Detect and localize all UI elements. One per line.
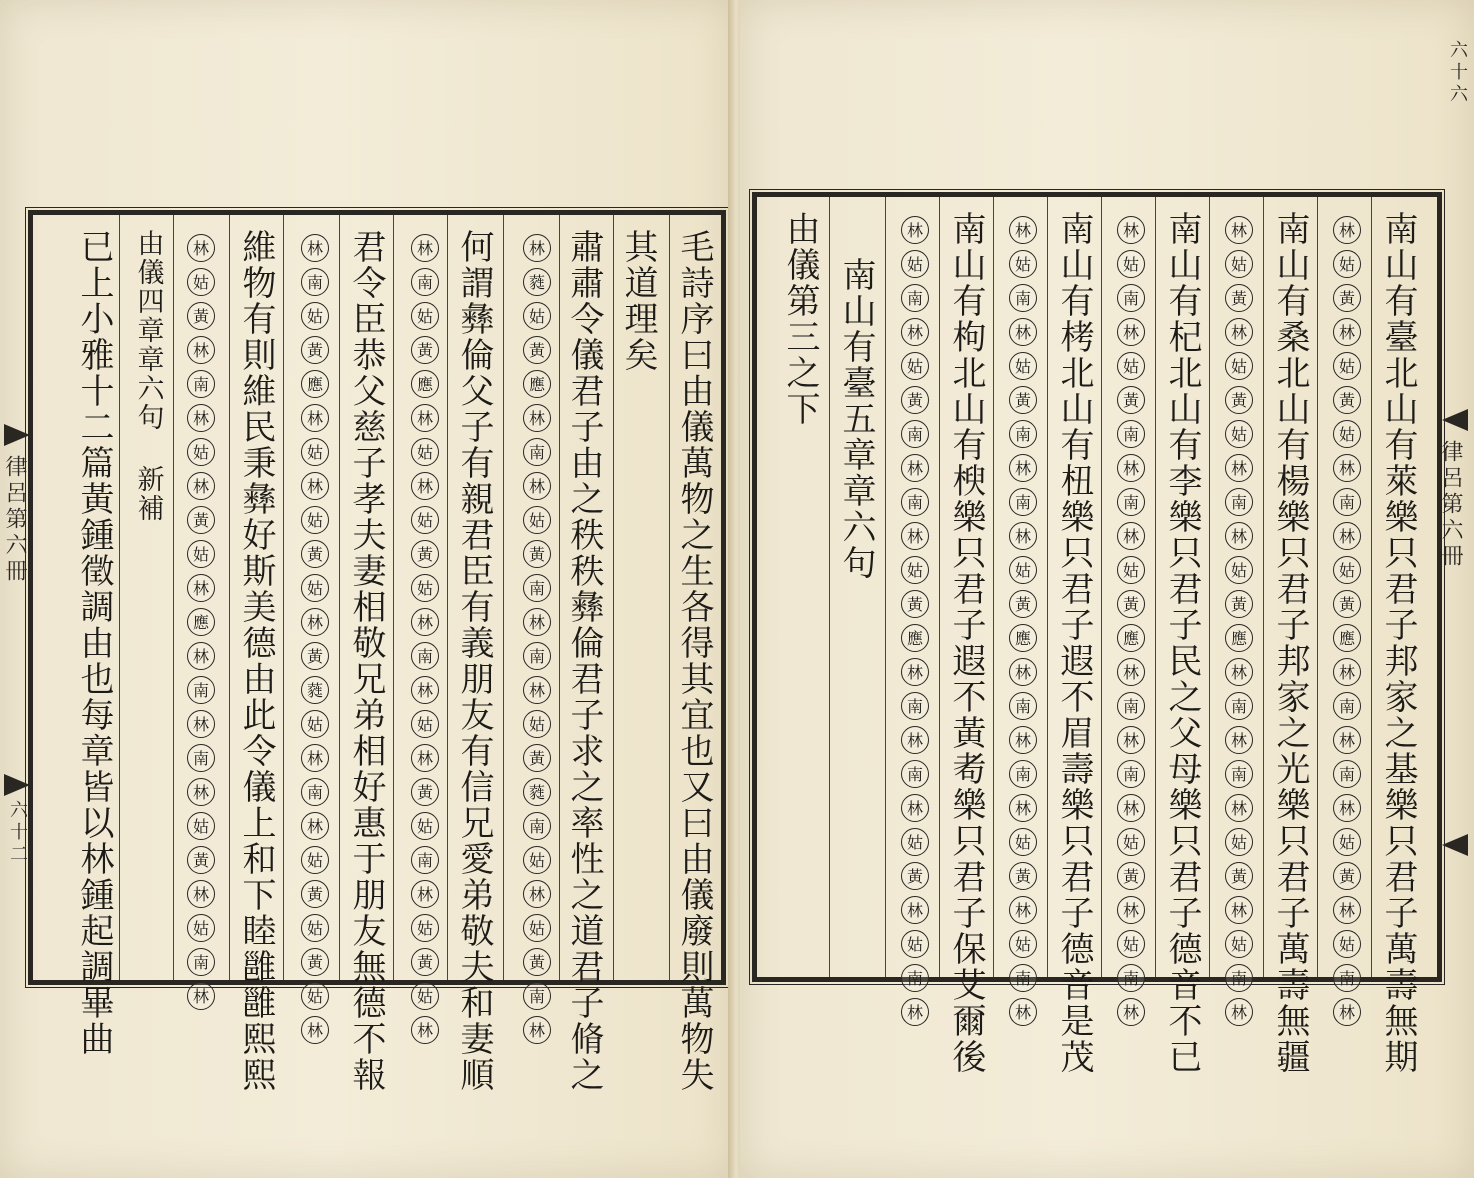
note-glyph: 姑 (1117, 930, 1145, 958)
note-glyph: 姑 (411, 710, 439, 738)
note-glyph: 黃 (301, 540, 329, 568)
note-glyph: 黃 (1009, 590, 1037, 618)
note-glyph: 林 (411, 1016, 439, 1044)
note-glyph: 蕤 (523, 778, 551, 806)
note-glyph: 姑 (301, 438, 329, 466)
note-glyph: 南 (187, 676, 215, 704)
note-glyph: 林 (1225, 726, 1253, 754)
note-column (897, 197, 933, 1022)
note-glyph: 姑 (1333, 420, 1361, 448)
column-rule (559, 215, 560, 980)
note-glyph: 林 (523, 676, 551, 704)
column-rule (1371, 197, 1372, 977)
column-text: 維物有則維民秉彝好斯美德由此令儀上和下睦雝雝熙熙 (236, 229, 276, 1093)
note-glyph: 林 (301, 744, 329, 772)
note-glyph: 黃 (523, 948, 551, 976)
note-glyph: 黃 (411, 336, 439, 364)
note-glyph: 林 (1117, 522, 1145, 550)
note-glyph: 姑 (1117, 556, 1145, 584)
note-glyph: 南 (1225, 692, 1253, 720)
note-glyph: 林 (901, 658, 929, 686)
note-glyph: 姑 (1117, 250, 1145, 278)
note-glyph: 林 (1009, 726, 1037, 754)
note-glyph: 林 (1225, 318, 1253, 346)
note-glyph: 姑 (901, 556, 929, 584)
note-glyph: 姑 (187, 914, 215, 942)
column-rule (1101, 197, 1102, 977)
note-glyph: 南 (1009, 964, 1037, 992)
note-glyph: 姑 (411, 982, 439, 1010)
note-glyph: 姑 (1117, 828, 1145, 856)
note-glyph: 南 (1009, 284, 1037, 312)
column-text: 何謂彝倫父子有親君臣有義朋友有信兄愛弟敬夫和妻順 (454, 229, 494, 1093)
note-glyph: 南 (411, 268, 439, 296)
column-rule (339, 215, 340, 980)
note-glyph: 南 (1117, 760, 1145, 788)
note-glyph: 姑 (411, 302, 439, 330)
fish-tail-ornament (1440, 405, 1470, 435)
note-glyph: 林 (523, 404, 551, 432)
note-glyph: 林 (301, 1016, 329, 1044)
column-text: 肅肅令儀君子由之秩秩彝倫君子求之率性之道君子脩之 (564, 229, 604, 1093)
column-rule (939, 197, 940, 977)
note-column (1005, 197, 1041, 1022)
note-glyph: 黃 (187, 506, 215, 534)
column-rule (1263, 197, 1264, 977)
note-glyph: 姑 (901, 352, 929, 380)
note-glyph: 姑 (411, 438, 439, 466)
column-text: 已上小雅十二篇黃鍾徵調由也每章皆以林鍾起調畢曲 (74, 229, 114, 1057)
note-glyph: 姑 (901, 930, 929, 958)
note-glyph: 南 (411, 846, 439, 874)
note-glyph: 姑 (1333, 556, 1361, 584)
note-glyph: 林 (1009, 896, 1037, 924)
note-glyph: 姑 (187, 268, 215, 296)
right-page (740, 0, 1474, 1178)
left-page (0, 0, 734, 1178)
note-glyph: 南 (523, 812, 551, 840)
note-glyph: 林 (301, 812, 329, 840)
note-column (407, 215, 443, 1040)
note-glyph: 姑 (523, 302, 551, 330)
note-glyph: 黃 (1225, 386, 1253, 414)
note-glyph: 姑 (1009, 250, 1037, 278)
note-column (1329, 197, 1365, 1022)
lyric-column (561, 215, 607, 1093)
note-glyph: 林 (523, 608, 551, 636)
text-column (125, 215, 171, 980)
note-glyph: 林 (1225, 794, 1253, 822)
column-rule (1155, 197, 1156, 977)
fish-tail-ornament (2, 770, 32, 800)
note-column (519, 215, 555, 1040)
note-glyph: 林 (1009, 522, 1037, 550)
note-glyph: 南 (301, 268, 329, 296)
note-glyph: 黃 (1009, 386, 1037, 414)
column-text: 南山有臺北山有萊樂只君子邦家之基樂只君子萬壽無期 (1378, 211, 1418, 1075)
note-glyph: 黃 (301, 336, 329, 364)
note-glyph: 南 (1333, 964, 1361, 992)
column-rule (1317, 197, 1318, 977)
fish-tail-ornament (1440, 830, 1470, 860)
note-glyph: 林 (1009, 998, 1037, 1026)
note-glyph: 黃 (1009, 862, 1037, 890)
note-glyph: 黃 (301, 948, 329, 976)
text-column (451, 215, 497, 1093)
note-glyph: 姑 (1009, 352, 1037, 380)
note-glyph: 林 (1117, 318, 1145, 346)
column-rule (1047, 197, 1048, 977)
note-glyph: 林 (187, 404, 215, 432)
column-text: 由儀四章章六句 新補 (132, 229, 164, 523)
note-glyph: 林 (187, 880, 215, 908)
note-glyph: 南 (1333, 488, 1361, 516)
note-glyph: 應 (901, 624, 929, 652)
note-glyph: 姑 (1333, 828, 1361, 856)
note-glyph: 南 (187, 370, 215, 398)
note-glyph: 林 (1009, 658, 1037, 686)
margin-page-number: 六十六 (1447, 40, 1468, 106)
note-glyph: 林 (1333, 896, 1361, 924)
note-glyph: 林 (1117, 454, 1145, 482)
column-rule (1209, 197, 1210, 977)
note-glyph: 南 (901, 420, 929, 448)
note-glyph: 林 (411, 880, 439, 908)
note-glyph: 姑 (1225, 556, 1253, 584)
column-rule (503, 215, 504, 980)
note-glyph: 姑 (1225, 828, 1253, 856)
note-column (1113, 197, 1149, 1022)
note-glyph: 黃 (411, 540, 439, 568)
note-glyph: 林 (1333, 216, 1361, 244)
column-rule (613, 215, 614, 980)
column-rule (393, 215, 394, 980)
note-glyph: 黃 (301, 642, 329, 670)
note-glyph: 姑 (1117, 352, 1145, 380)
note-glyph: 林 (523, 1016, 551, 1044)
note-glyph: 林 (187, 982, 215, 1010)
note-glyph: 黃 (1225, 590, 1253, 618)
note-glyph: 林 (1117, 726, 1145, 754)
note-glyph: 姑 (187, 540, 215, 568)
note-glyph: 姑 (1225, 250, 1253, 278)
note-glyph: 林 (411, 234, 439, 262)
note-glyph: 南 (187, 744, 215, 772)
note-glyph: 姑 (411, 574, 439, 602)
note-glyph: 林 (411, 472, 439, 500)
column-text: 南山有臺五章章六句 (836, 257, 876, 581)
column-text: 南山有栲北山有杻樂只君子遐不眉壽樂只君子德音是茂 (1054, 211, 1094, 1075)
note-glyph: 林 (301, 472, 329, 500)
note-glyph: 林 (901, 794, 929, 822)
note-glyph: 林 (901, 522, 929, 550)
note-glyph: 林 (1117, 998, 1145, 1026)
note-glyph: 黃 (187, 302, 215, 330)
lyric-column (1159, 197, 1205, 1075)
note-glyph: 林 (1225, 454, 1253, 482)
note-glyph: 黃 (1225, 862, 1253, 890)
note-glyph: 林 (1117, 896, 1145, 924)
note-glyph: 姑 (1225, 352, 1253, 380)
note-glyph: 南 (901, 760, 929, 788)
column-rule (885, 197, 886, 977)
lyric-column (1267, 197, 1313, 1075)
note-glyph: 黃 (1117, 386, 1145, 414)
note-glyph: 南 (901, 284, 929, 312)
note-glyph: 姑 (1225, 930, 1253, 958)
note-glyph: 黃 (1117, 590, 1145, 618)
note-glyph: 姑 (411, 506, 439, 534)
note-glyph: 林 (187, 778, 215, 806)
column-rule (173, 215, 174, 980)
note-glyph: 林 (1333, 998, 1361, 1026)
note-glyph: 林 (301, 234, 329, 262)
note-glyph: 林 (1009, 318, 1037, 346)
note-glyph: 林 (187, 574, 215, 602)
note-glyph: 應 (1333, 624, 1361, 652)
note-glyph: 南 (523, 574, 551, 602)
note-glyph: 林 (187, 642, 215, 670)
right-page-frame (752, 192, 1442, 1075)
note-glyph: 林 (1225, 522, 1253, 550)
column-rule (993, 197, 994, 977)
column-text: 由儀第三之下 (780, 211, 820, 427)
fish-tail-ornament (2, 420, 32, 450)
note-glyph: 姑 (1225, 420, 1253, 448)
note-glyph: 姑 (523, 846, 551, 874)
note-glyph: 黃 (1117, 862, 1145, 890)
note-glyph: 林 (301, 404, 329, 432)
text-column (233, 215, 279, 1093)
note-glyph: 南 (1117, 964, 1145, 992)
note-glyph: 南 (901, 488, 929, 516)
note-glyph: 姑 (1009, 930, 1037, 958)
note-glyph: 姑 (411, 812, 439, 840)
note-glyph: 黃 (523, 336, 551, 364)
note-glyph: 林 (411, 676, 439, 704)
note-glyph: 黃 (1333, 284, 1361, 312)
note-glyph: 南 (1225, 964, 1253, 992)
column-text: 南山有枸北山有楰樂只君子遐不黃耇樂只君子保艾爾後 (946, 211, 986, 1075)
margin-page-number: 六十二 (7, 800, 28, 866)
note-glyph: 林 (1117, 216, 1145, 244)
note-glyph: 黃 (187, 846, 215, 874)
note-glyph: 黃 (411, 778, 439, 806)
note-glyph: 蕤 (301, 676, 329, 704)
note-glyph: 黃 (901, 862, 929, 890)
lyric-column (1375, 197, 1421, 1075)
note-glyph: 南 (301, 778, 329, 806)
text-column (671, 215, 717, 1093)
column-rule (119, 215, 120, 980)
note-glyph: 姑 (1333, 250, 1361, 278)
note-glyph: 林 (1009, 216, 1037, 244)
note-glyph: 蕤 (523, 268, 551, 296)
note-glyph: 林 (523, 880, 551, 908)
note-glyph: 姑 (301, 574, 329, 602)
note-glyph: 林 (1333, 522, 1361, 550)
note-glyph: 黃 (901, 386, 929, 414)
note-glyph: 姑 (1009, 556, 1037, 584)
column-rule (829, 197, 830, 977)
column-text: 其道理矣 (618, 229, 658, 373)
note-glyph: 姑 (523, 914, 551, 942)
note-glyph: 林 (901, 726, 929, 754)
note-glyph: 林 (1225, 998, 1253, 1026)
note-glyph: 林 (1225, 896, 1253, 924)
note-glyph: 黃 (1333, 386, 1361, 414)
note-glyph: 黃 (901, 590, 929, 618)
note-glyph: 黃 (301, 880, 329, 908)
note-glyph: 林 (411, 608, 439, 636)
note-glyph: 姑 (1009, 828, 1037, 856)
note-glyph: 姑 (301, 982, 329, 1010)
note-glyph: 黃 (411, 948, 439, 976)
note-glyph: 應 (1009, 624, 1037, 652)
text-column (833, 197, 879, 977)
note-glyph: 林 (901, 998, 929, 1026)
note-glyph: 南 (1009, 488, 1037, 516)
note-glyph: 林 (1333, 318, 1361, 346)
note-glyph: 南 (411, 642, 439, 670)
column-rule (669, 215, 670, 980)
note-glyph: 黃 (1333, 862, 1361, 890)
text-column (615, 215, 661, 980)
note-glyph: 南 (901, 692, 929, 720)
note-glyph: 姑 (523, 506, 551, 534)
note-glyph: 黃 (523, 540, 551, 568)
left-page-frame (28, 210, 726, 1093)
note-glyph: 林 (1117, 794, 1145, 822)
note-glyph: 林 (187, 336, 215, 364)
note-glyph: 應 (411, 370, 439, 398)
note-column (183, 215, 219, 1006)
note-glyph: 林 (411, 404, 439, 432)
note-glyph: 南 (523, 642, 551, 670)
note-glyph: 南 (1009, 420, 1037, 448)
note-column (297, 215, 333, 1040)
note-glyph: 姑 (301, 846, 329, 874)
note-glyph: 南 (1009, 760, 1037, 788)
column-rule (447, 215, 448, 980)
note-glyph: 應 (1225, 624, 1253, 652)
note-glyph: 林 (901, 216, 929, 244)
note-glyph: 南 (1225, 488, 1253, 516)
note-glyph: 林 (523, 234, 551, 262)
note-glyph: 林 (901, 454, 929, 482)
note-glyph: 南 (523, 982, 551, 1010)
note-glyph: 南 (1117, 488, 1145, 516)
note-glyph: 黃 (523, 744, 551, 772)
text-column (777, 197, 823, 977)
note-glyph: 應 (187, 608, 215, 636)
note-glyph: 黃 (1333, 590, 1361, 618)
note-glyph: 南 (1225, 760, 1253, 788)
note-glyph: 林 (1225, 216, 1253, 244)
note-glyph: 姑 (301, 710, 329, 738)
lyric-column (943, 197, 989, 1075)
note-glyph: 姑 (901, 828, 929, 856)
lyric-column (1051, 197, 1097, 1075)
note-glyph: 林 (301, 608, 329, 636)
note-glyph: 林 (187, 234, 215, 262)
note-column (1221, 197, 1257, 1022)
column-rule (283, 215, 284, 980)
column-text: 君令臣恭父慈子孝夫妻相敬兄弟相好惠于朋友無德不報 (346, 229, 386, 1093)
column-text: 毛詩序曰由儀萬物之生各得其宜也又曰由儀廢則萬物失 (674, 229, 714, 1093)
note-glyph: 南 (523, 438, 551, 466)
note-glyph: 姑 (187, 812, 215, 840)
note-glyph: 林 (523, 472, 551, 500)
note-glyph: 林 (1117, 658, 1145, 686)
note-glyph: 姑 (1333, 352, 1361, 380)
note-glyph: 姑 (901, 250, 929, 278)
note-glyph: 林 (901, 318, 929, 346)
note-glyph: 應 (301, 370, 329, 398)
note-glyph: 姑 (1333, 930, 1361, 958)
text-column (343, 215, 389, 1093)
note-glyph: 林 (901, 896, 929, 924)
margin-label: 律呂第六冊 (2, 455, 27, 585)
note-glyph: 林 (187, 710, 215, 738)
note-glyph: 南 (1333, 760, 1361, 788)
note-glyph: 應 (1117, 624, 1145, 652)
note-glyph: 姑 (411, 914, 439, 942)
column-rule (229, 215, 230, 980)
note-glyph: 林 (411, 744, 439, 772)
note-glyph: 南 (901, 964, 929, 992)
note-glyph: 南 (1117, 692, 1145, 720)
note-glyph: 林 (1225, 658, 1253, 686)
note-glyph: 南 (1117, 420, 1145, 448)
note-glyph: 南 (1117, 284, 1145, 312)
note-glyph: 姑 (301, 914, 329, 942)
note-glyph: 姑 (187, 438, 215, 466)
note-glyph: 姑 (301, 506, 329, 534)
note-glyph: 林 (1009, 794, 1037, 822)
note-glyph: 林 (1333, 454, 1361, 482)
note-glyph: 林 (1333, 658, 1361, 686)
note-glyph: 林 (187, 472, 215, 500)
note-glyph: 黃 (1225, 284, 1253, 312)
note-glyph: 林 (1333, 794, 1361, 822)
text-column (71, 215, 117, 1057)
margin-label: 律呂第六冊 (1438, 440, 1463, 570)
column-text: 南山有桑北山有楊樂只君子邦家之光樂只君子萬壽無疆 (1270, 211, 1310, 1075)
column-text: 南山有杞北山有李樂只君子民之父母樂只君子德音不已 (1162, 211, 1202, 1075)
note-glyph: 林 (1009, 454, 1037, 482)
note-glyph: 南 (187, 948, 215, 976)
note-glyph: 姑 (523, 710, 551, 738)
note-glyph: 南 (1333, 692, 1361, 720)
note-glyph: 南 (1009, 692, 1037, 720)
note-glyph: 林 (1333, 726, 1361, 754)
note-glyph: 姑 (301, 302, 329, 330)
note-glyph: 應 (523, 370, 551, 398)
